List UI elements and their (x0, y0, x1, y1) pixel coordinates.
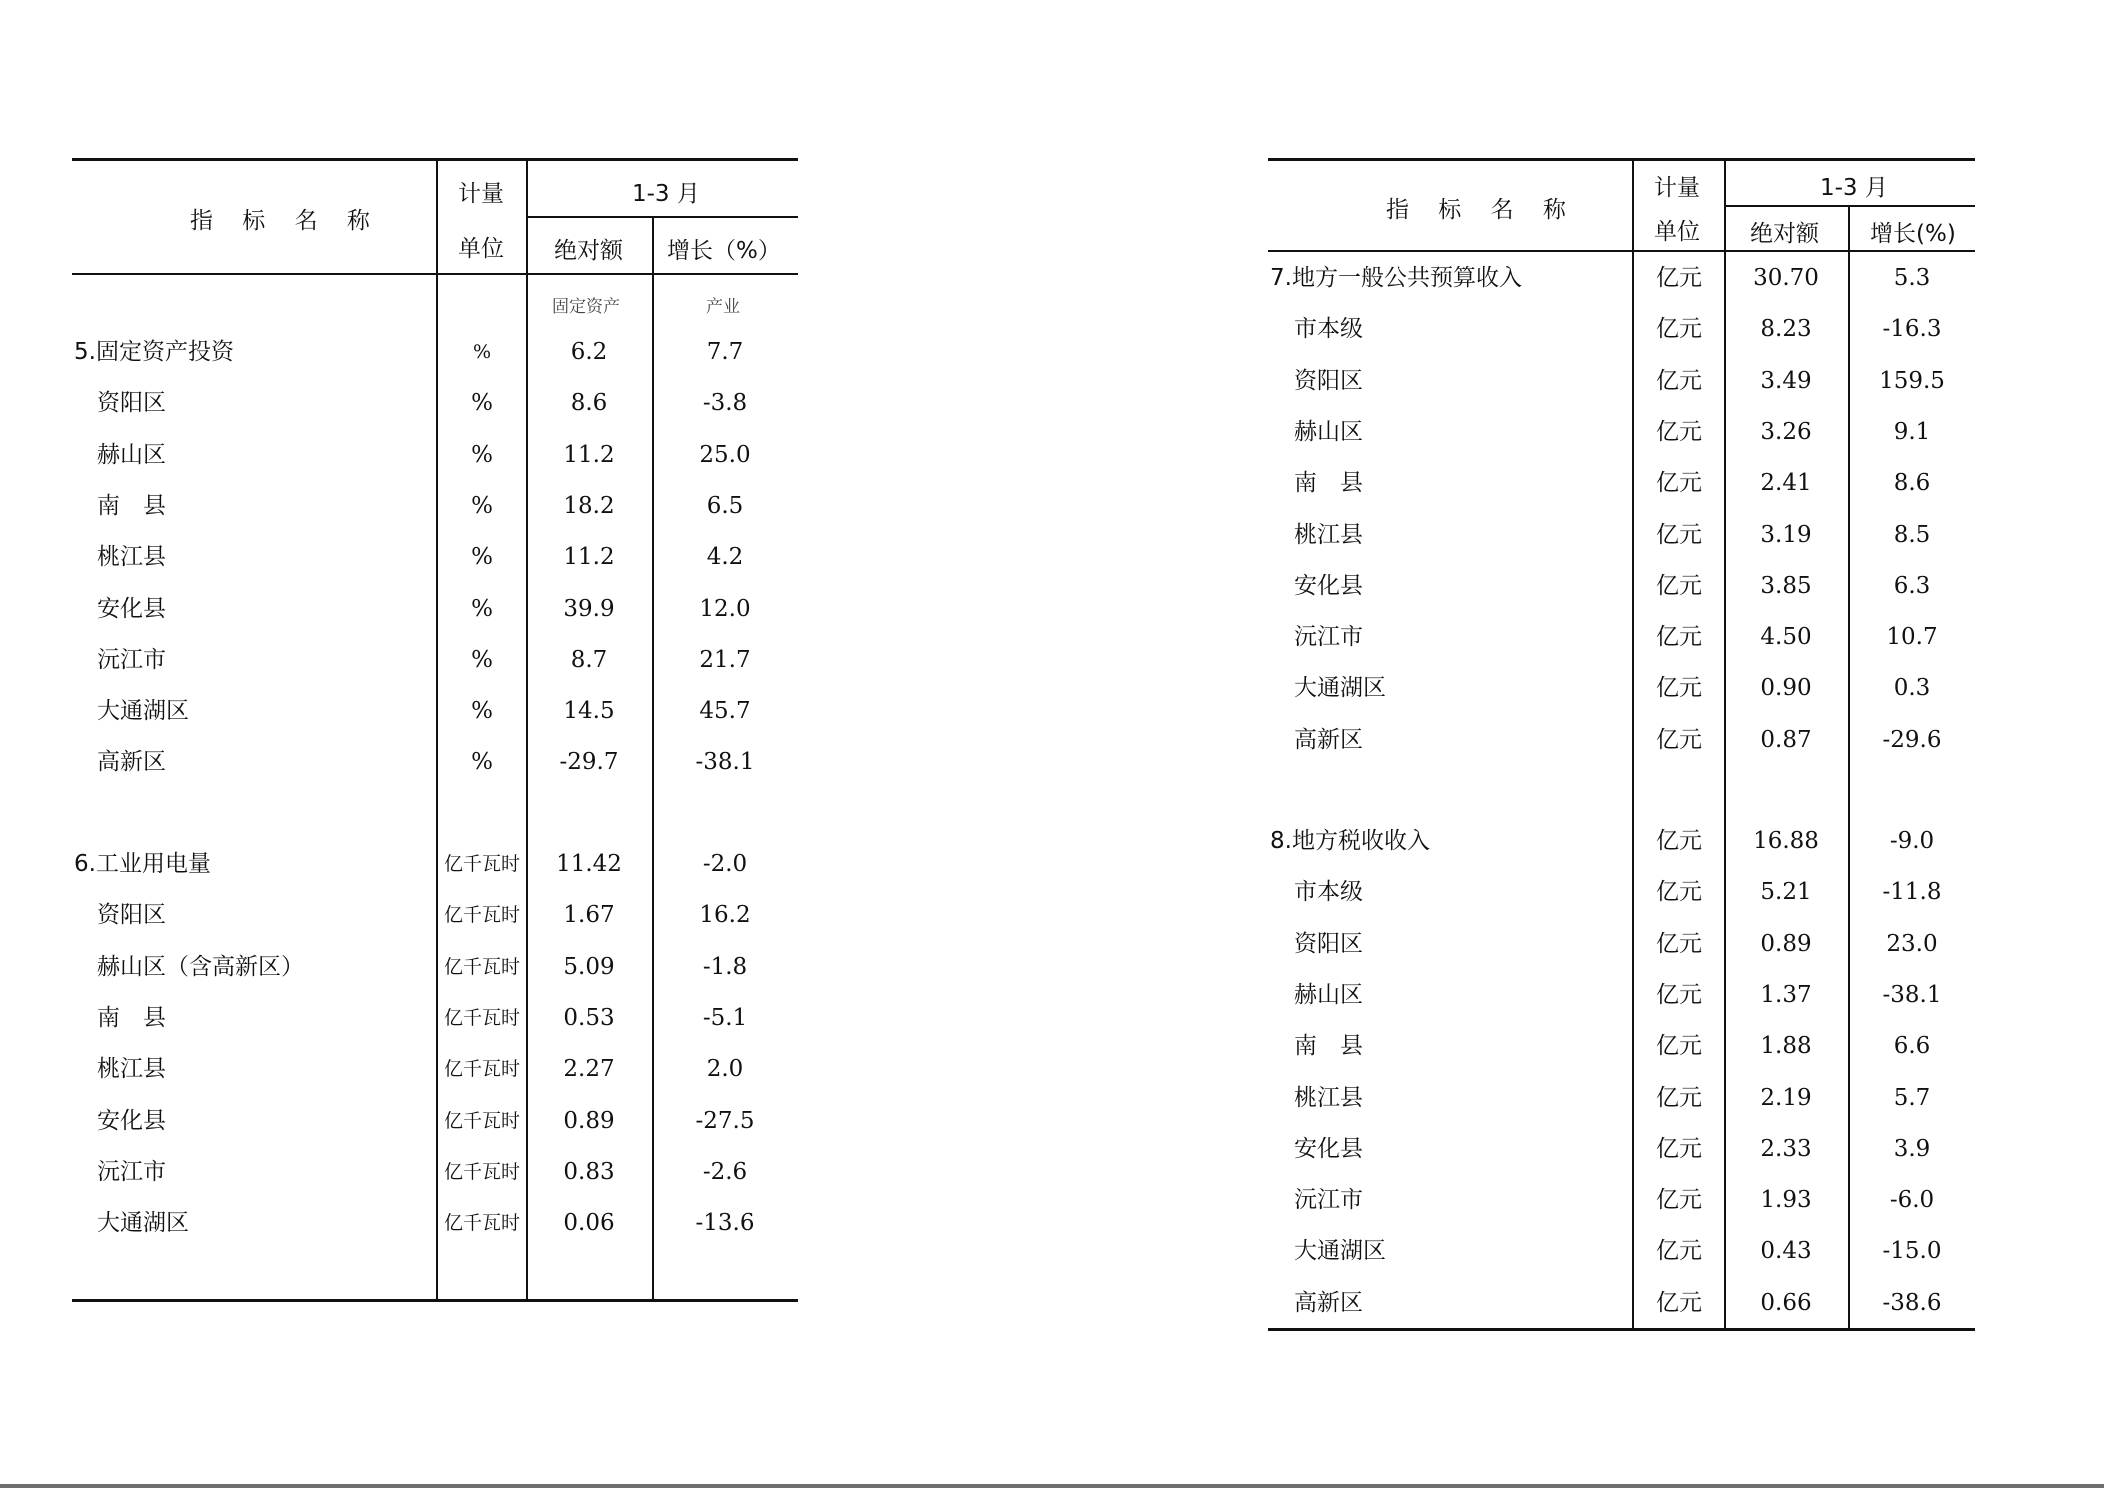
row-unit: 亿元 (1656, 1187, 1702, 1214)
row-growth-value: -3.8 (702, 390, 748, 417)
row-absolute-value: 2.33 (1760, 1135, 1812, 1162)
row-name: 桃江县 (97, 1056, 166, 1083)
row-absolute-value: 3.26 (1760, 418, 1812, 445)
row-absolute-value: 0.87 (1760, 726, 1812, 753)
row-absolute-value: 0.43 (1760, 1238, 1812, 1265)
row-absolute-value: 8.7 (570, 646, 608, 673)
row-growth-value: -38.1 (695, 749, 755, 776)
row-name: 南 县 (1294, 1033, 1363, 1060)
row-unit: % (471, 646, 493, 673)
left-table-period-rule (526, 216, 798, 218)
row-growth-value: 21.7 (699, 646, 751, 673)
left-table-col-divider-3 (652, 216, 654, 1299)
right-table-col-divider-1 (1632, 158, 1634, 1328)
row-unit: 亿千瓦时 (443, 1212, 521, 1235)
row-growth-value: -2.6 (702, 1158, 748, 1185)
row-unit: % (471, 492, 493, 519)
row-growth-value: 23.0 (1886, 930, 1938, 957)
section-unit: 亿元 (1656, 828, 1702, 854)
row-absolute-value: 5.21 (1760, 879, 1812, 906)
section-title: 8.地方税收收入 (1270, 828, 1430, 854)
row-unit: 亿元 (1656, 981, 1702, 1008)
row-absolute-value: 0.06 (563, 1210, 615, 1237)
row-growth-value: -1.8 (702, 953, 748, 980)
right-header-unit-bottom: 单位 (1654, 219, 1700, 245)
section-absolute-value: 11.42 (556, 851, 622, 877)
section-title: 6.工业用电量 (74, 851, 211, 877)
left-table-col-divider-2 (526, 158, 528, 1299)
row-growth-value: 45.7 (699, 698, 751, 725)
row-unit: 亿元 (1656, 1084, 1702, 1111)
section-unit: 亿千瓦时 (443, 853, 521, 875)
row-unit: 亿元 (1656, 1238, 1702, 1265)
row-growth-value: -38.6 (1882, 1289, 1942, 1316)
row-absolute-value: 0.83 (563, 1158, 615, 1185)
row-growth-value: 25.0 (699, 441, 751, 468)
left-header-period: 1-3 月 (632, 181, 700, 207)
section-absolute-value: 6.2 (570, 339, 608, 365)
row-growth-value: -29.6 (1882, 726, 1942, 753)
row-name: 安化县 (1294, 572, 1363, 599)
left-header-indicator: 指 标 名 称 (190, 208, 381, 234)
right-header-indicator: 指 标 名 称 (1386, 197, 1577, 223)
row-absolute-value: 11.2 (563, 441, 615, 468)
row-name: 安化县 (97, 1107, 166, 1134)
row-absolute-value: 1.93 (1760, 1187, 1812, 1214)
row-name: 高新区 (1294, 1289, 1363, 1316)
row-growth-value: 10.7 (1886, 624, 1938, 651)
row-name: 资阳区 (1294, 367, 1363, 394)
row-absolute-value: 1.88 (1760, 1033, 1812, 1060)
row-name: 赫山区 (1294, 418, 1363, 445)
row-name: 市本级 (1294, 316, 1363, 343)
row-growth-value: -13.6 (695, 1210, 755, 1237)
row-absolute-value: 0.89 (1760, 930, 1812, 957)
row-absolute-value: 3.19 (1760, 521, 1812, 548)
section-growth-value: 5.3 (1893, 265, 1931, 291)
row-unit: 亿元 (1656, 726, 1702, 753)
section-growth-value: -2.0 (702, 851, 748, 877)
row-name: 沅江市 (97, 1158, 166, 1185)
row-absolute-value: 2.41 (1760, 470, 1812, 497)
left-header-growth: 增长（%） (667, 238, 781, 264)
right-header-growth: 增长(%) (1870, 221, 1956, 247)
row-growth-value: -5.1 (702, 1004, 748, 1031)
row-absolute-value: 1.67 (563, 902, 615, 929)
row-unit: 亿千瓦时 (443, 904, 521, 927)
row-growth-value: 0.3 (1893, 675, 1931, 702)
row-growth-value: 5.7 (1893, 1084, 1931, 1111)
row-absolute-value: 18.2 (563, 492, 615, 519)
row-absolute-value: -29.7 (559, 749, 619, 776)
left-table-top-rule (72, 158, 798, 161)
row-unit: 亿元 (1656, 624, 1702, 651)
row-unit: 亿元 (1656, 1135, 1702, 1162)
row-name: 安化县 (97, 595, 166, 622)
row-unit: 亿元 (1656, 418, 1702, 445)
row-unit: % (471, 749, 493, 776)
right-header-unit-top: 计量 (1654, 175, 1700, 201)
right-table-top-rule (1268, 158, 1975, 161)
row-unit: 亿元 (1656, 879, 1702, 906)
row-unit: 亿千瓦时 (443, 1160, 521, 1183)
row-growth-value: 4.2 (706, 544, 744, 571)
row-name: 桃江县 (1294, 521, 1363, 548)
row-absolute-value: 0.90 (1760, 675, 1812, 702)
row-unit: 亿元 (1656, 930, 1702, 957)
row-name: 沅江市 (97, 646, 166, 673)
row-growth-value: 3.9 (1893, 1135, 1931, 1162)
row-unit: 亿元 (1656, 572, 1702, 599)
row-unit: 亿元 (1656, 470, 1702, 497)
row-unit: 亿千瓦时 (443, 955, 521, 978)
right-header-period: 1-3 月 (1820, 175, 1888, 201)
row-absolute-value: 2.19 (1760, 1084, 1812, 1111)
row-unit: 亿元 (1656, 521, 1702, 548)
row-absolute-value: 39.9 (563, 595, 615, 622)
row-name: 赫山区（含高新区） (97, 953, 304, 980)
section-growth-value: -9.0 (1889, 828, 1935, 854)
row-growth-value: 12.0 (699, 595, 751, 622)
row-name: 桃江县 (97, 544, 166, 571)
row-absolute-value: 11.2 (563, 544, 615, 571)
row-unit: % (471, 698, 493, 725)
row-absolute-value: 0.89 (563, 1107, 615, 1134)
row-absolute-value: 3.49 (1760, 367, 1812, 394)
row-name: 资阳区 (97, 902, 166, 929)
row-growth-value: -38.1 (1882, 981, 1942, 1008)
row-name: 资阳区 (97, 390, 166, 417)
row-absolute-value: 1.37 (1760, 981, 1812, 1008)
row-growth-value: 2.0 (706, 1056, 744, 1083)
section-absolute-value: 16.88 (1753, 828, 1819, 854)
row-absolute-value: 4.50 (1760, 624, 1812, 651)
row-name: 大通湖区 (1294, 1238, 1386, 1265)
row-name: 南 县 (97, 1004, 166, 1031)
row-growth-value: -15.0 (1882, 1238, 1942, 1265)
left-header-unit-bottom: 单位 (458, 236, 504, 262)
section-growth-value: 7.7 (706, 339, 744, 365)
right-table-bottom-rule (1268, 1328, 1975, 1331)
row-growth-value: 9.1 (1893, 418, 1931, 445)
left-table-header-rule (72, 273, 798, 275)
left-subheader-growth-note: 产业 (706, 297, 740, 317)
row-unit: % (471, 595, 493, 622)
row-unit: % (471, 390, 493, 417)
row-growth-value: 6.5 (706, 492, 744, 519)
row-absolute-value: 14.5 (563, 698, 615, 725)
row-unit: % (471, 441, 493, 468)
row-unit: 亿千瓦时 (443, 1058, 521, 1081)
row-growth-value: 6.6 (1893, 1033, 1931, 1060)
right-header-absolute: 绝对额 (1750, 221, 1819, 247)
row-absolute-value: 3.85 (1760, 572, 1812, 599)
row-growth-value: -6.0 (1889, 1187, 1935, 1214)
row-name: 南 县 (97, 492, 166, 519)
row-name: 高新区 (1294, 726, 1363, 753)
left-subheader-absolute-note: 固定资产 (552, 297, 620, 317)
right-table-header-rule (1268, 250, 1975, 252)
row-growth-value: 8.6 (1893, 470, 1931, 497)
left-header-absolute: 绝对额 (554, 238, 623, 264)
page-bottom-edge (0, 1484, 2104, 1488)
row-absolute-value: 8.23 (1760, 316, 1812, 343)
row-absolute-value: 5.09 (563, 953, 615, 980)
row-unit: 亿元 (1656, 367, 1702, 394)
row-growth-value: -16.3 (1882, 316, 1942, 343)
section-absolute-value: 30.70 (1753, 265, 1819, 291)
left-table-bottom-rule (72, 1299, 798, 1302)
row-absolute-value: 0.66 (1760, 1289, 1812, 1316)
section-title: 5.固定资产投资 (74, 339, 234, 365)
row-unit: 亿元 (1656, 1289, 1702, 1316)
row-unit: 亿元 (1656, 1033, 1702, 1060)
row-name: 大通湖区 (97, 698, 189, 725)
row-name: 资阳区 (1294, 930, 1363, 957)
row-absolute-value: 2.27 (563, 1056, 615, 1083)
row-name: 沅江市 (1294, 1187, 1363, 1214)
row-growth-value: 16.2 (699, 902, 751, 929)
left-header-unit-top: 计量 (458, 181, 504, 207)
section-unit: 亿元 (1656, 265, 1702, 291)
section-unit: % (472, 341, 492, 363)
row-growth-value: 8.5 (1893, 521, 1931, 548)
row-unit: 亿千瓦时 (443, 1109, 521, 1132)
row-growth-value: -11.8 (1882, 879, 1942, 906)
row-name: 桃江县 (1294, 1084, 1363, 1111)
row-unit: 亿元 (1656, 675, 1702, 702)
row-name: 大通湖区 (1294, 675, 1386, 702)
row-name: 高新区 (97, 749, 166, 776)
row-unit: 亿元 (1656, 316, 1702, 343)
row-name: 南 县 (1294, 470, 1363, 497)
row-unit: % (471, 544, 493, 571)
right-table-col-divider-3 (1848, 205, 1850, 1328)
row-name: 沅江市 (1294, 624, 1363, 651)
row-name: 赫山区 (1294, 981, 1363, 1008)
row-absolute-value: 0.53 (563, 1004, 615, 1031)
row-name: 大通湖区 (97, 1210, 189, 1237)
row-unit: 亿千瓦时 (443, 1006, 521, 1029)
row-name: 市本级 (1294, 879, 1363, 906)
section-title: 7.地方一般公共预算收入 (1270, 265, 1522, 291)
row-name: 赫山区 (97, 441, 166, 468)
row-growth-value: 159.5 (1879, 367, 1945, 394)
right-table-col-divider-2 (1724, 158, 1726, 1328)
row-growth-value: 6.3 (1893, 572, 1931, 599)
row-name: 安化县 (1294, 1135, 1363, 1162)
row-growth-value: -27.5 (695, 1107, 755, 1134)
left-table-col-divider-1 (436, 158, 438, 1299)
row-absolute-value: 8.6 (570, 390, 608, 417)
